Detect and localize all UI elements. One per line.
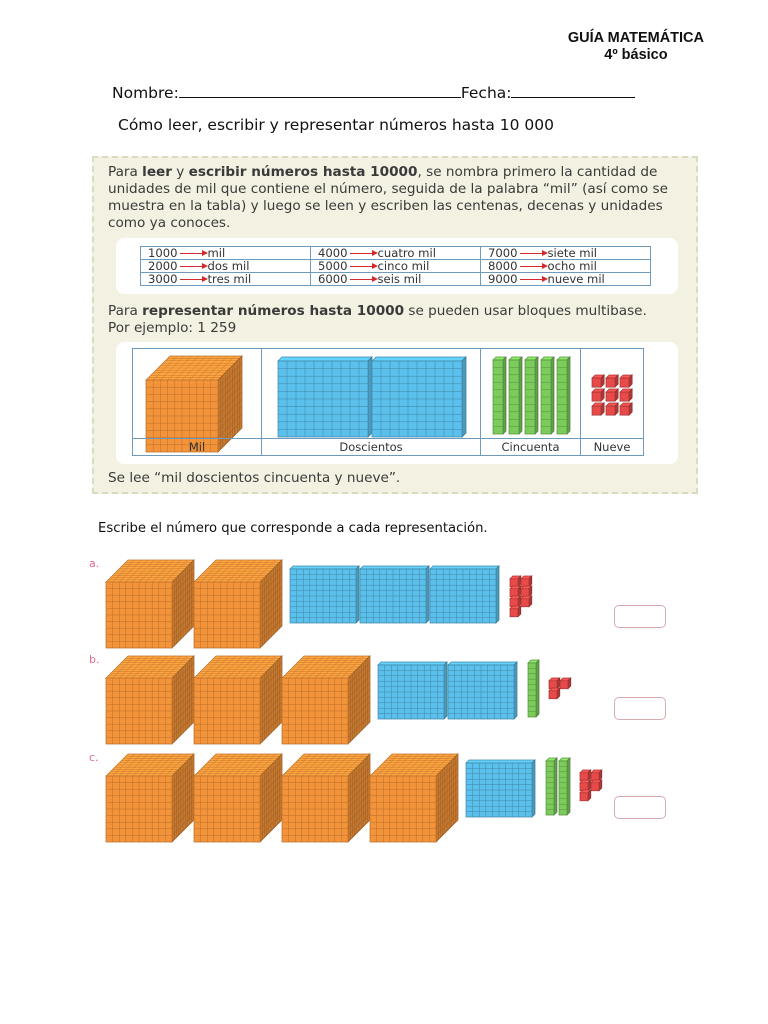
exercise-c-blocks xyxy=(104,752,664,842)
arrow-right-icon xyxy=(350,253,376,254)
label-doscientos: Doscientos xyxy=(262,438,480,455)
hundred-flat xyxy=(448,662,517,719)
label-mil: Mil xyxy=(133,438,261,455)
number-value: 7000 xyxy=(488,246,518,260)
unit-cube xyxy=(591,780,602,791)
name-label: Nombre: xyxy=(112,84,179,102)
exercise-a-answer-box[interactable] xyxy=(614,605,666,628)
number-word: cinco mil xyxy=(377,259,430,273)
example-blocks-frame xyxy=(132,348,644,456)
number-value: 8000 xyxy=(488,259,518,273)
cell-doscientos xyxy=(262,349,481,455)
unit-cube xyxy=(592,403,604,415)
thousand-cube xyxy=(106,656,194,744)
arrow-right-icon xyxy=(520,279,546,280)
example-blocks-box xyxy=(116,342,678,464)
guide-header xyxy=(568,30,704,64)
number-word: ocho mil xyxy=(547,259,597,273)
table-cell xyxy=(481,273,651,286)
unit-cube xyxy=(606,375,618,387)
cell-cincuenta xyxy=(481,349,581,455)
name-date-line xyxy=(112,83,635,102)
ten-rod xyxy=(509,357,522,434)
hundred-flat xyxy=(290,566,359,623)
unit-cube xyxy=(521,576,532,587)
arrow-right-icon xyxy=(180,266,206,267)
thousand-cube xyxy=(106,754,194,842)
thousand-cube xyxy=(106,560,194,648)
cell-mil xyxy=(133,349,262,455)
arrow-right-icon xyxy=(520,266,546,267)
exercise-b-letter: b. xyxy=(89,653,100,666)
table-cell xyxy=(311,260,481,273)
table-row xyxy=(141,260,651,273)
grade-label: 4º básico xyxy=(604,47,668,63)
ten-rod xyxy=(541,357,554,434)
ten-rod xyxy=(546,758,557,815)
number-value: 9000 xyxy=(488,272,518,286)
ten-rod xyxy=(493,357,506,434)
exercise-b-blocks xyxy=(104,654,664,744)
thousands-table-box xyxy=(116,238,678,294)
unit-cube xyxy=(510,586,521,597)
intro-bold-leer: leer xyxy=(142,164,172,180)
number-word: seis mil xyxy=(377,272,422,286)
rep-bold-text: representar números hasta 10000 xyxy=(142,303,405,319)
thousands-table xyxy=(140,246,651,286)
intro-text xyxy=(108,164,688,232)
unit-cube xyxy=(620,375,632,387)
exercise-c-letter: c. xyxy=(89,751,99,764)
name-field[interactable] xyxy=(179,83,461,98)
unit-cube xyxy=(580,790,591,801)
guide-title: GUÍA MATEMÁTICA xyxy=(567,30,704,46)
number-word: dos mil xyxy=(207,259,250,273)
table-cell xyxy=(481,260,651,273)
unit-cube xyxy=(549,688,560,699)
unit-cube xyxy=(510,606,521,617)
arrow-right-icon xyxy=(520,253,546,254)
ten-rods-icon xyxy=(481,349,581,439)
intro-text-part: y xyxy=(171,164,189,180)
table-row xyxy=(141,247,651,260)
exercise-instruction: Escribe el número que corresponde a cada representación. xyxy=(98,521,488,536)
unit-cube xyxy=(606,403,618,415)
unit-cube xyxy=(606,389,618,401)
date-label: Fecha: xyxy=(460,84,512,102)
unit-cube xyxy=(521,586,532,597)
ten-rod xyxy=(559,758,570,815)
thousand-cube xyxy=(194,656,282,744)
arrow-right-icon xyxy=(180,253,206,254)
page-title: Cómo leer, escribir y representar números hasta 10 000 xyxy=(118,116,554,134)
hundred-flat xyxy=(278,357,372,437)
reading-text: Se lee “mil doscientos cincuenta y nueve”. xyxy=(108,470,401,486)
number-value: 1000 xyxy=(148,246,178,260)
arrow-right-icon xyxy=(350,279,376,280)
rep-text-part: se pueden usar bloques multibase. xyxy=(404,303,647,319)
thousand-cube xyxy=(282,754,370,842)
table-cell xyxy=(141,260,311,273)
ten-rod xyxy=(525,357,538,434)
arrow-right-icon xyxy=(350,266,376,267)
unit-cube xyxy=(549,678,560,689)
table-cell xyxy=(141,273,311,286)
unit-cube xyxy=(580,770,591,781)
unit-cube xyxy=(510,576,521,587)
table-cell xyxy=(141,247,311,260)
number-word: cuatro mil xyxy=(377,246,436,260)
exercise-c-answer-box[interactable] xyxy=(614,796,666,819)
number-value: 5000 xyxy=(318,259,348,273)
table-cell xyxy=(311,273,481,286)
unit-cube xyxy=(592,389,604,401)
table-cell xyxy=(311,247,481,260)
example-text: Por ejemplo: 1 259 xyxy=(108,320,237,336)
cell-nueve xyxy=(581,349,643,455)
representation-text xyxy=(108,303,688,337)
label-cincuenta: Cincuenta xyxy=(481,438,580,455)
thousand-block-icon xyxy=(133,349,262,439)
exercise-a-letter: a. xyxy=(89,557,100,570)
label-nueve: Nueve xyxy=(581,438,643,455)
arrow-right-icon xyxy=(180,279,206,280)
intro-text-part: Para xyxy=(108,164,143,180)
hundred-flat xyxy=(430,566,499,623)
ten-rod xyxy=(557,357,570,434)
unit-cube xyxy=(521,596,532,607)
hundred-flat xyxy=(466,760,535,817)
hundred-flat xyxy=(372,357,466,437)
exercise-b-answer-box[interactable] xyxy=(614,697,666,720)
explanation-panel xyxy=(92,156,698,494)
intro-text-part: , se nombra primero la cantidad de unidades de mil que contiene el número, seguida de la palabra “mil” (así como se muestra en la tabla) y luego se leen y escriben las centenas, decenas y unidades como ya conoces. xyxy=(108,164,668,231)
number-value: 2000 xyxy=(148,259,178,273)
number-value: 4000 xyxy=(318,246,348,260)
unit-cube xyxy=(580,780,591,791)
number-word: nueve mil xyxy=(547,272,605,286)
number-word: tres mil xyxy=(207,272,252,286)
unit-cube xyxy=(592,375,604,387)
rep-text-part: Para xyxy=(108,303,143,319)
intro-bold-escribir: escribir números hasta 10000 xyxy=(188,164,418,180)
unit-cube xyxy=(591,770,602,781)
date-field[interactable] xyxy=(511,83,635,98)
hundred-flat xyxy=(360,566,429,623)
ten-rod xyxy=(528,660,539,717)
thousand-cube xyxy=(370,754,458,842)
number-word: siete mil xyxy=(547,246,598,260)
thousand-cube xyxy=(194,754,282,842)
number-value: 6000 xyxy=(318,272,348,286)
unit-cubes-icon xyxy=(581,349,643,439)
number-word: mil xyxy=(207,246,226,260)
hundred-flats-icon xyxy=(262,349,481,439)
unit-cube xyxy=(620,403,632,415)
thousand-cube xyxy=(282,656,370,744)
table-row xyxy=(141,273,651,286)
thousand-cube xyxy=(194,560,282,648)
table-cell xyxy=(481,247,651,260)
unit-cube xyxy=(560,678,571,689)
hundred-flat xyxy=(378,662,447,719)
unit-cube xyxy=(620,389,632,401)
exercise-a-blocks xyxy=(104,558,664,648)
number-value: 3000 xyxy=(148,272,178,286)
unit-cube xyxy=(510,596,521,607)
